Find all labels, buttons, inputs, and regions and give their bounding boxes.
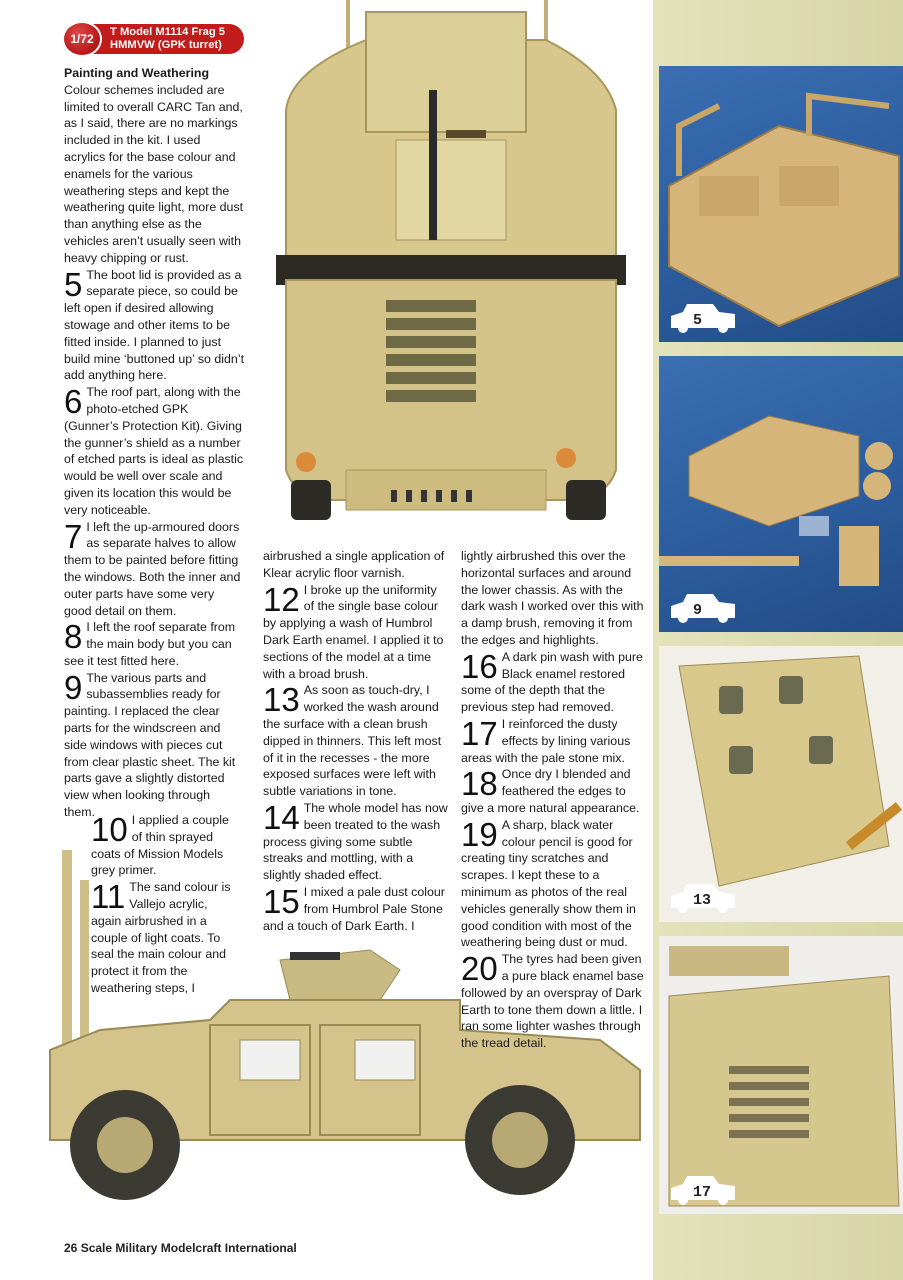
humvee-silhouette-icon	[667, 298, 739, 334]
photo-step-5	[659, 66, 903, 342]
step-6	[64, 384, 244, 518]
step-text: A sharp, black water colour pencil is good for creating tiny scratches and scrapes. I kept these to a minimum as photos of the real vehicles generally show them in good condition with most of the weathering being dust or mud.	[461, 817, 636, 950]
step-20	[461, 951, 646, 1052]
step-number: 11	[91, 878, 126, 916]
step-10	[91, 812, 241, 879]
step-number: 15	[263, 882, 300, 920]
step-16	[461, 649, 646, 716]
step-number: 8	[64, 618, 83, 656]
photo-step-9	[659, 356, 903, 632]
step-text: The boot lid is provided as a separate piece, so could be left open if desired allowing stowage and other items to be fitted inside. I planned to just build mine ‘buttoned up’ so didn’t add anything here.	[64, 267, 245, 383]
step-number: 20	[461, 950, 498, 988]
step-number: 5	[64, 265, 83, 303]
scale-badge: 1/72	[62, 21, 102, 57]
step-19	[461, 817, 646, 951]
photo-step-13	[659, 646, 903, 922]
step-number: 9	[64, 668, 83, 706]
photo-number: 5	[693, 312, 703, 329]
step-text: I reinforced the dusty effects by lining various areas with the pale stone mix.	[461, 716, 631, 765]
step-text: Once dry I blended and feathered the edges to give a more natural appearance.	[461, 767, 640, 815]
step-number: 19	[461, 815, 498, 853]
step-text: The tyres had been given a pure black enamel base followed by an overspray of Dark Earth to tone them down a little. I ran some lighter washes through the tread detail.	[461, 952, 644, 1051]
photo-number-tag	[667, 878, 739, 914]
humvee-front-illustration	[246, 0, 652, 540]
title-line-1: T Model M1114 Frag 5	[110, 26, 226, 38]
step-7	[64, 519, 244, 620]
photo-number: 17	[693, 1184, 712, 1201]
article-title-badge	[62, 21, 246, 57]
text-column-1b	[91, 812, 241, 997]
step-number: 16	[461, 647, 498, 685]
step-15	[263, 884, 448, 934]
photo-number-tag	[667, 588, 739, 624]
step-15-continued: lightly airbrushed this over the horizontal surfaces and around the lower chassis. As with the dark wash I worked over this with a damp brush, removing it from the edges and highlights.	[461, 549, 644, 647]
step-text: I applied a couple of thin sprayed coats of Mission Models grey primer.	[91, 813, 229, 878]
step-11-continued: airbrushed a single application of Klear acrylic floor varnish.	[263, 549, 445, 580]
text-column-1	[64, 65, 244, 821]
vehicle-front-photo	[246, 0, 652, 540]
step-number: 13	[263, 681, 300, 719]
step-text: The various parts and subassemblies ready for painting. I replaced the clear parts for the windscreen and side windows with pieces cut from clear plastic sheet. The kit parts gave a slightly distorted view when looking through them.	[64, 670, 236, 820]
step-text: The sand colour is Vallejo acrylic, again airbrushed in a couple of light coats. To seal the main colour and protect it from the weathering steps, I	[91, 880, 231, 995]
photo-number-tag	[667, 1170, 739, 1206]
photo-step-17	[659, 936, 903, 1214]
photo-number: 13	[693, 892, 712, 909]
step-number: 14	[263, 798, 300, 836]
step-5	[64, 267, 244, 385]
step-17	[461, 716, 646, 766]
step-text: I left the roof separate from the main body but you can see it test fitted here.	[64, 620, 236, 668]
humvee-silhouette-icon	[667, 588, 739, 624]
step-13	[263, 682, 448, 800]
step-number: 17	[461, 714, 498, 752]
step-text: I broke up the uniformity of the single base colour by applying a wash of Humbrol Dark Earth enamel. I applied it to sections of the model at a time with a broad brush.	[263, 582, 444, 681]
step-9	[64, 670, 244, 821]
step-11	[91, 879, 241, 997]
step-8	[64, 619, 244, 669]
step-number: 18	[461, 765, 498, 803]
step-text: As soon as touch-dry, I worked the wash around the surface with a clean brush dipped in thinners. This left most of it in the recesses - the more exposed surfaces were left with subtle variations in tone.	[263, 683, 442, 799]
text-column-2	[263, 548, 448, 934]
step-12	[263, 582, 448, 683]
step-number: 7	[64, 517, 83, 555]
step-number: 10	[91, 811, 128, 848]
magazine-name: Scale Military Modelcraft International	[80, 1241, 297, 1255]
intro-paragraph: Colour schemes included are limited to overall CARC Tan and, as I said, there are no markings included in the kit. I used acrylics for the base colour and enamels for the various weathering steps and kept the weathering quite light, more dust than anything else as the vehicles aren’t usually seen with heavy chipping or rust.	[64, 82, 244, 265]
section-heading: Painting and Weathering	[64, 66, 210, 80]
step-text: A dark pin wash with pure Black enamel restored some of the depth that the previous step had removed.	[461, 649, 643, 715]
step-number: 12	[263, 580, 300, 618]
step-text: I mixed a pale dust colour from Humbrol Pale Stone and a touch of Dark Earth. I	[263, 884, 445, 933]
title-line-2: HMMVW (GPK turret)	[110, 39, 222, 51]
step-14	[263, 800, 448, 884]
text-column-3	[461, 548, 646, 1052]
step-number: 6	[64, 383, 83, 421]
page-footer	[64, 1241, 297, 1255]
article-title	[92, 24, 244, 54]
page-number: 26	[64, 1241, 78, 1255]
photo-number-tag	[667, 298, 739, 334]
photo-number: 9	[693, 602, 703, 619]
step-text: The whole model has now been treated to the wash process giving some subtle streaks and mottling, with a slightly shaded effect.	[263, 800, 448, 883]
step-text: I left the up-armoured doors as separate halves to allow them to be painted before fitting the windows. Both the inner and outer parts have some very good detail on them.	[64, 519, 241, 618]
step-18	[461, 766, 646, 816]
step-text: The roof part, along with the photo-etched GPK (Gunner’s Protection Kit). Giving the gunner’s shield as a number of etched parts is ideal as plastic would be well over scale and given its location this would be very noticeable.	[64, 385, 244, 517]
